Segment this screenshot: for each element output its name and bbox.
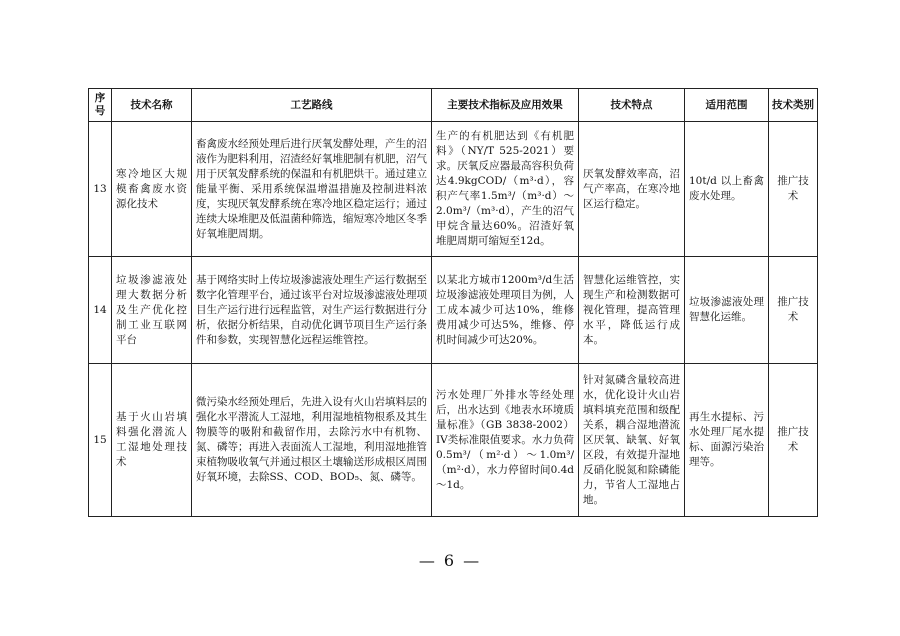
cell-scope: 10t/d 以上畜禽废水处理。 xyxy=(685,122,769,257)
cell-features: 厌氧发酵效率高，沼气产率高，在寒冷地区运行稳定。 xyxy=(579,122,685,257)
header-seq: 序号 xyxy=(89,89,112,122)
cell-name: 垃圾渗滤液处理大数据分析及生产优化控制工业互联网平台 xyxy=(112,257,192,364)
cell-category: 推广技术 xyxy=(769,122,818,257)
cell-indicators: 污水处理厂外排水等经处理后，出水达到《地表水环境质量标准》（GB 3838-2002）IV类标准限值要求。水力负荷0.5m³/（m²·d）～1.0m³/（m²·d），水力停留时间0.4d～1d。 xyxy=(432,364,579,517)
header-indicators: 主要技术指标及应用效果 xyxy=(432,89,579,122)
header-scope: 适用范围 xyxy=(685,89,769,122)
cell-seq: 13 xyxy=(89,122,112,257)
cell-route: 微污染水经预处理后，先进入设有火山岩填料层的强化水平潜流人工湿地，利用湿地植物根系及其生物膜等的吸附和截留作用，去除污水中有机物、氮、磷等；再进入表面流人工湿地，利用湿地推管束植物吸收氧气并通过根区土壤输送形成根区周围好氧环境，去除SS、COD、BOD₅、氮、磷等。 xyxy=(192,364,432,517)
cell-indicators: 以某北方城市1200m³/d生活垃圾渗滤液处理项目为例，人工成本减少可达10%，维修费用减少可达5%，维修、停机时间减少可达20%。 xyxy=(432,257,579,364)
cell-name: 基于火山岩填料强化潜流人工湿地处理技术 xyxy=(112,364,192,517)
cell-route: 畜禽废水经预处理后进行厌氧发酵处理，产生的沼液作为肥料利用，沼渣经好氧堆肥制有机肥，沼气用于厌氧发酵系统的保温和有机肥烘干。通过建立能量平衡、采用系统保温增温措施及控制进料浓度，实现厌氧发酵系统在寒冷地区稳定运行；通过连续大垛堆肥及低温菌种筛选，缩短寒冷地区冬季好氧堆肥周期。 xyxy=(192,122,432,257)
cell-route: 基于网络实时上传垃圾渗滤液处理生产运行数据至数字化管理平台，通过该平台对垃圾渗滤液处理项目生产运行进行远程监管，对生产运行数据进行分析，依据分析结果，自动优化调节项目生产运行条件和参数，实现智慧化远程运维管控。 xyxy=(192,257,432,364)
cell-features: 针对氮磷含量较高进水，优化设计火山岩填料填充范围和级配关系，耦合湿地潜流区厌氧、缺氧、好氧区段，有效提升湿地反硝化脱氮和除磷能力，节省人工湿地占地。 xyxy=(579,364,685,517)
cell-name: 寒冷地区大规模畜禽废水资源化技术 xyxy=(112,122,192,257)
cell-scope: 再生水提标、污水处理厂尾水提标、面源污染治理等。 xyxy=(685,364,769,517)
table-row xyxy=(89,122,818,257)
cell-scope: 垃圾渗滤液处理智慧化运维。 xyxy=(685,257,769,364)
cell-features: 智慧化运维管控，实现生产和检测数据可视化管理，提高管理水平，降低运行成本。 xyxy=(579,257,685,364)
header-features: 技术特点 xyxy=(579,89,685,122)
table-row xyxy=(89,364,818,517)
header-category: 技术类别 xyxy=(769,89,818,122)
cell-indicators: 生产的有机肥达到《有机肥料》（NY/T 525-2021）要求。厌氧反应器最高容积负荷达4.9kgCOD/（m³·d），容积产气率1.5m³/（m³·d）～2.0m³/（m³·d），产生的沼气甲烷含量达60%。沼渣好氧堆肥周期可缩短至12d。 xyxy=(432,122,579,257)
header-route: 工艺路线 xyxy=(192,89,432,122)
cell-seq: 14 xyxy=(89,257,112,364)
table-row xyxy=(89,257,818,364)
header-name: 技术名称 xyxy=(112,89,192,122)
page-number: — 6 — xyxy=(418,551,482,570)
cell-category: 推广技术 xyxy=(769,364,818,517)
cell-seq: 15 xyxy=(89,364,112,517)
header-row xyxy=(89,89,818,122)
cell-category: 推广技术 xyxy=(769,257,818,364)
technology-table xyxy=(88,88,818,517)
